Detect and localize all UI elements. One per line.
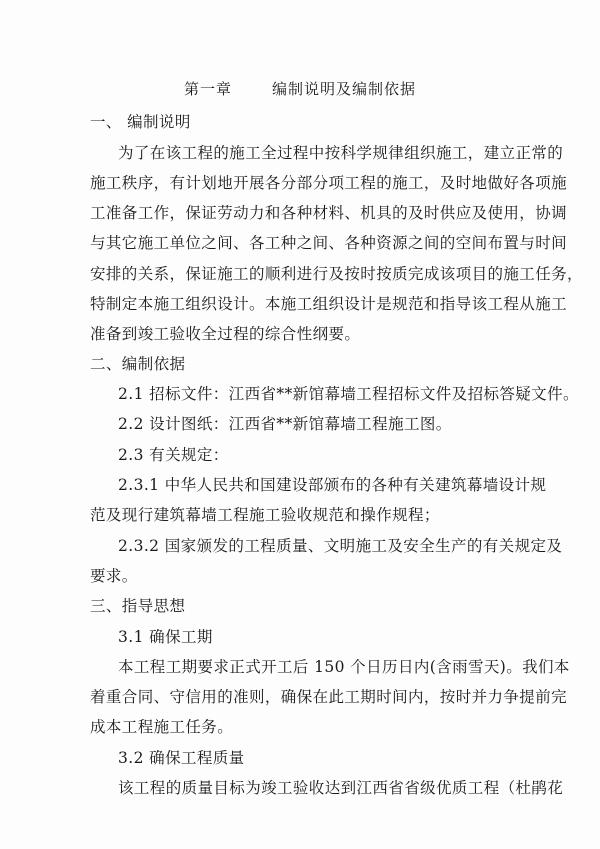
subsection-heading: 3.2 确保工程质量 (118, 749, 245, 767)
paragraph-line: 准备到竣工验收全过程的综合性纲要。 (90, 325, 361, 343)
paragraph-line: 2.3.2 国家颁发的工程质量、文明施工及安全生产的有关规定及 (118, 537, 563, 555)
subsection-heading: 3.1 确保工期 (118, 628, 213, 646)
paragraph-line: 特制定本施工组织设计。本施工组织设计是规范和指导该工程从施工 (90, 295, 568, 313)
paragraph-line: 本工程工期要求正式开工后 150 个日历日内(含雨雪天)。我们本 (118, 658, 570, 676)
paragraph-line: 范及现行建筑幕墙工程施工验收规范和操作规程； (90, 506, 440, 524)
paragraph-line: 安排的关系，保证施工的顺利进行及按时按质完成该项目的施工任务， (90, 265, 583, 283)
paragraph-line: 工准备工作，保证劳动力和各种材料、机具的及时供应及使用，协调 (90, 204, 568, 222)
chapter-number: 第一章 (183, 80, 232, 98)
section-heading-1: 一、 编制说明 (90, 113, 191, 131)
paragraph-line: 成本工程施工任务。 (90, 718, 234, 736)
list-item: 2.3 有关规定： (118, 446, 229, 464)
paragraph-line: 施工秩序，有计划地开展各分部分项工程的施工，及时地做好各项施 (90, 174, 568, 192)
paragraph-line: 2.3.1 中华人民共和国建设部颁布的各种有关建筑幕墙设计规 (118, 476, 547, 494)
list-item: 2.1 招标文件：江西省**新馆幕墙工程招标文件及招标答疑文件。 (118, 385, 579, 403)
chapter-name: 编制说明及编制依据 (272, 80, 417, 98)
paragraph-line: 为了在该工程的施工全过程中按科学规律组织施工，建立正常的 (118, 144, 564, 162)
paragraph-line: 与其它施工单位之间、各工种之间、各种资源之间的空间布置与时间 (90, 234, 568, 252)
paragraph-line: 要求。 (90, 567, 138, 585)
section-heading-2: 二、编制依据 (90, 355, 186, 373)
section-heading-3: 三、指导思想 (90, 597, 186, 615)
paragraph-line: 该工程的质量目标为竣工验收达到江西省省级优质工程（杜鹃花 (118, 779, 564, 797)
chapter-title (0, 78, 600, 99)
paragraph-line: 着重合同、守信用的准则，确保在此工期时间内，按时并力争提前完 (90, 688, 568, 706)
list-item: 2.2 设计图纸：江西省**新馆幕墙工程施工图。 (118, 415, 452, 433)
